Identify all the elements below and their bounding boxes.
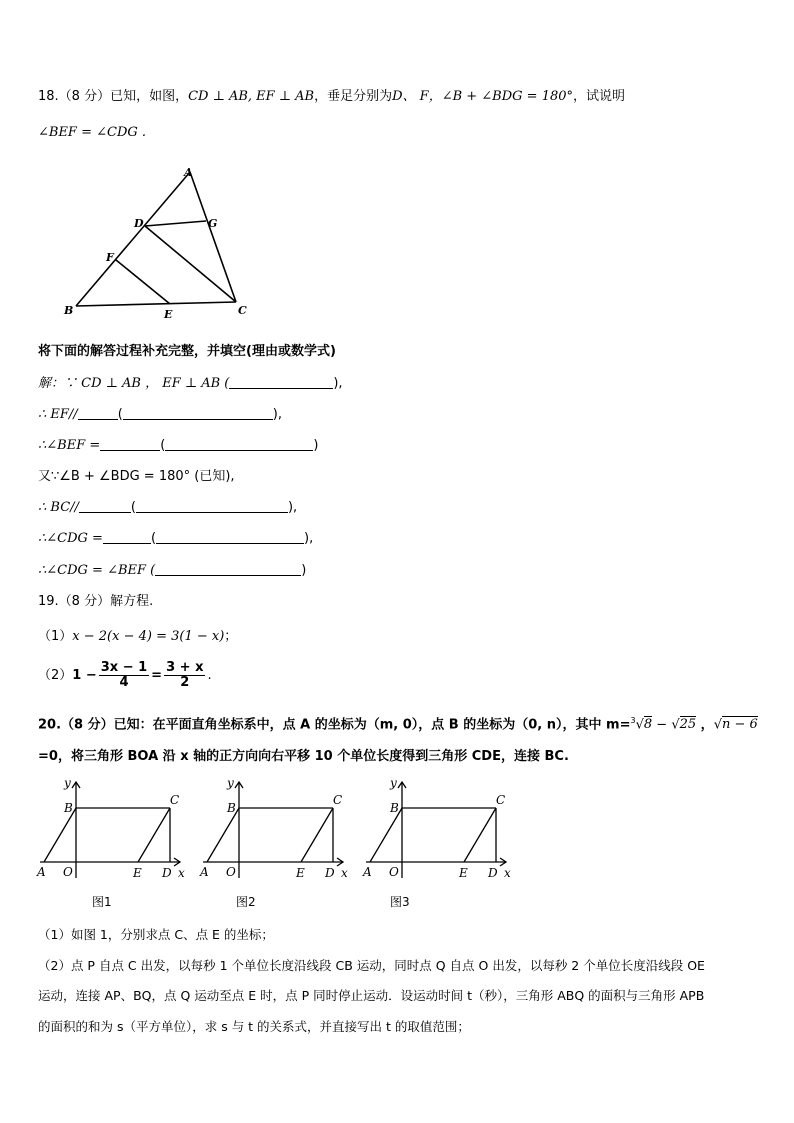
blank-8[interactable] bbox=[103, 530, 151, 544]
caption-fig1: 图1 bbox=[92, 895, 112, 909]
q19-part-1: （1）x − 2(x − 4) = 3(1 − x)； bbox=[38, 629, 238, 644]
fig1-label-d: D bbox=[162, 866, 172, 880]
fig-label-g: G bbox=[208, 217, 218, 230]
fig3-label-a: A bbox=[363, 865, 372, 879]
q20-part-2-line-2: 运动，连接 AP、BQ，点 Q 运动至点 E 时，点 P 同时停止运动．设运动时间 t（秒），三角形 ABQ 的面积与三角形 APB bbox=[38, 988, 705, 1003]
q19-part-2: （2）1 − $\frac{3x - 1}{4}$ = $\frac{3 + x}{2}$ . bbox=[38, 660, 212, 690]
fig2-label-o: O bbox=[226, 865, 236, 879]
fig-label-b: B bbox=[64, 304, 74, 317]
fig2-label-c: C bbox=[333, 793, 343, 807]
fig1-label-o: O bbox=[63, 865, 73, 879]
q18-step-1: 解：∵ CD ⊥ AB ， EF ⊥ AB ( ), bbox=[38, 376, 343, 391]
blank-7[interactable] bbox=[136, 499, 288, 513]
blank-9[interactable] bbox=[156, 530, 304, 544]
fig3-label-b: B bbox=[390, 801, 399, 815]
fig-label-a: A bbox=[184, 166, 193, 179]
q18-step-4: 又∵∠B + ∠BDG = 180° (已知), bbox=[38, 469, 235, 484]
q20-line-1: 20.（8 分）已知：在平面直角坐标系中，点 A 的坐标为（m, 0），点 B 的坐标为（0, n），其中 m=$^3$√8 − √25 ，√n − 6 bbox=[38, 716, 758, 733]
q18-step-3: ∴∠BEF = ( ) bbox=[38, 438, 319, 453]
fig2-label-e: E bbox=[296, 866, 305, 880]
fig2-label-b: B bbox=[227, 801, 236, 815]
blank-10[interactable] bbox=[155, 562, 301, 576]
fraction-1: $\frac{3x - 1}{4}$ bbox=[100, 660, 148, 690]
fig2-label-y: y bbox=[227, 776, 234, 790]
fig-label-d: D bbox=[134, 217, 144, 230]
fig3-label-y: y bbox=[390, 776, 397, 790]
q18-step-5: ∴ BC// ( ), bbox=[38, 500, 298, 515]
fig3-label-d: D bbox=[488, 866, 498, 880]
q18-step-7: ∴∠CDG = ∠BEF ( ) bbox=[38, 563, 307, 578]
fig1-label-c: C bbox=[170, 793, 180, 807]
q18-triangle-figure bbox=[60, 164, 260, 324]
q18-instruction: 将下面的解答过程补充完整，并填空(理由或数学式) bbox=[38, 344, 336, 359]
caption-fig3: 图3 bbox=[390, 895, 410, 909]
fig2-label-x: x bbox=[341, 866, 348, 880]
q18-header: 18.（8 分）已知，如图，CD ⊥ AB, EF ⊥ AB，垂足分别为D、 F，∠B + ∠BDG = 180°，试说明 bbox=[38, 89, 626, 104]
q20-figures bbox=[30, 772, 530, 886]
fig2-label-a: A bbox=[200, 865, 209, 879]
fig3-label-e: E bbox=[459, 866, 468, 880]
fig1-label-e: E bbox=[133, 866, 142, 880]
fig3-label-o: O bbox=[389, 865, 399, 879]
caption-fig2: 图2 bbox=[236, 895, 256, 909]
fig-label-f: F bbox=[106, 251, 114, 264]
fig-label-e: E bbox=[164, 308, 173, 321]
blank-2[interactable] bbox=[78, 406, 118, 420]
fig3-label-x: x bbox=[504, 866, 511, 880]
q18-step-6: ∴∠CDG = ( ), bbox=[38, 531, 314, 546]
fig1-label-b: B bbox=[64, 801, 73, 815]
q20-part-2-line-1: （2）点 P 自点 C 出发，以每秒 1 个单位长度沿线段 CB 运动，同时点 Q 自点 O 出发，以每秒 2 个单位长度沿线段 OE bbox=[38, 958, 705, 973]
fig1-label-a: A bbox=[37, 865, 46, 879]
blank-1[interactable] bbox=[229, 375, 333, 389]
q20-line-2: =0，将三角形 BOA 沿 x 轴的正方向向右平移 10 个单位长度得到三角形 CDE，连接 BC. bbox=[38, 749, 569, 764]
blank-3[interactable] bbox=[123, 406, 273, 420]
blank-6[interactable] bbox=[79, 499, 131, 513]
q18-goal: ∠BEF = ∠CDG . bbox=[38, 125, 147, 140]
fig-label-c: C bbox=[238, 304, 247, 317]
fraction-2: $\frac{3 + x}{2}$ bbox=[166, 660, 204, 690]
q19-header: 19.（8 分）解方程. bbox=[38, 594, 154, 609]
blank-4[interactable] bbox=[100, 437, 160, 451]
q20-part-2-line-3: 的面积的和为 s（平方单位），求 s 与 t 的关系式，并直接写出 t 的取值范围； bbox=[38, 1019, 470, 1034]
fig1-label-x: x bbox=[178, 866, 185, 880]
q18-step-2: ∴ EF// ( ), bbox=[38, 407, 282, 422]
fig1-label-y: y bbox=[64, 776, 71, 790]
blank-5[interactable] bbox=[165, 437, 313, 451]
fig3-label-c: C bbox=[496, 793, 506, 807]
q20-part-1: （1）如图 1，分别求点 C、点 E 的坐标； bbox=[38, 927, 274, 942]
fig2-label-d: D bbox=[325, 866, 335, 880]
